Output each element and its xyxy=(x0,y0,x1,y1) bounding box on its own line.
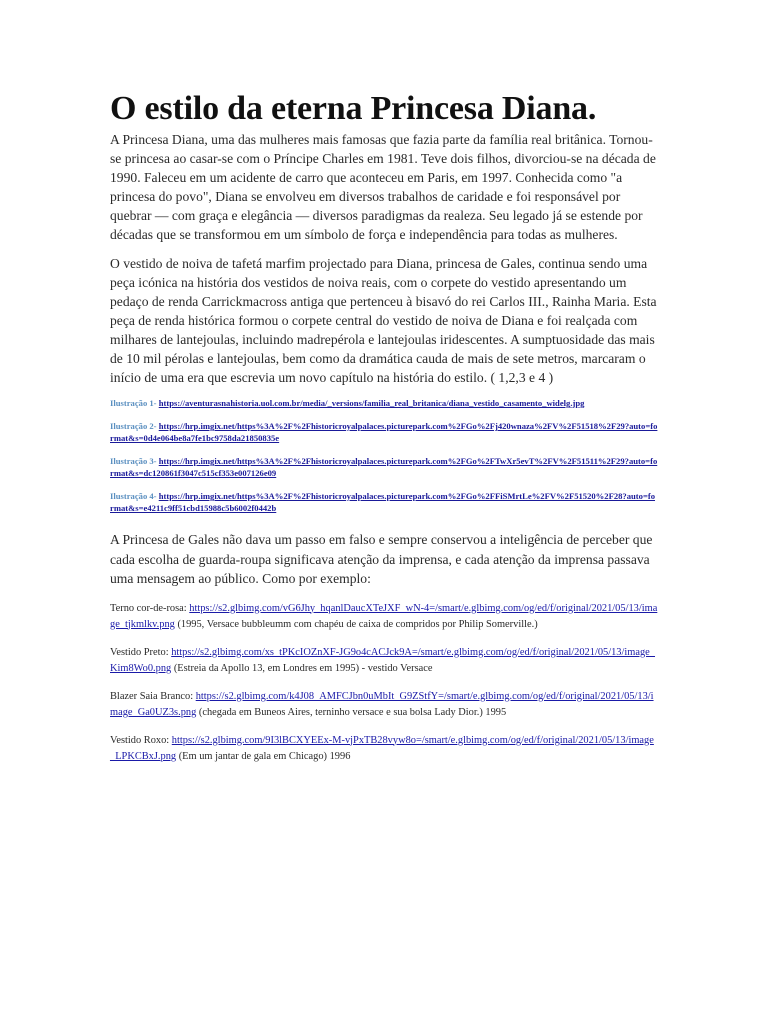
look-note: (Em um jantar de gala em Chicago) 1996 xyxy=(176,750,351,762)
look-note: (chegada em Buneos Aires, terninho versace e sua bolsa Lady Dior.) 1995 xyxy=(196,706,507,718)
look-item-blazer xyxy=(110,689,658,721)
illustration-link[interactable]: https://hrp.imgix.net/https%3A%2F%2Fhistoricroyalpalaces.picturepark.com%2FGo%2FFiSMrtLe%2FV%2F51520%2F28?auto=format&s=e4211c9ff51cbd15988c5b6002f0442b xyxy=(110,491,656,513)
page-title: O estilo da eterna Princesa Diana. xyxy=(110,90,597,127)
illustration-label: Ilustração 2- xyxy=(110,421,157,431)
illustration-label: Ilustração 3- xyxy=(110,456,157,466)
look-link[interactable]: https://s2.glbimg.com/9I3lBCXYEEx-M-vjPxTB28vyw8o=/smart/e.glbimg.com/og/ed/f/original/2021/05/13/image_LPKCBxJ.png xyxy=(110,734,654,762)
look-label: Vestido Roxo: xyxy=(110,734,172,746)
look-link[interactable]: https://s2.glbimg.com/vG6Jhy_hqanlDaucXTeJXF_wN-4=/smart/e.glbimg.com/og/ed/f/original/2021/05/13/image_tjkmlkv.png xyxy=(110,602,658,630)
look-link[interactable]: https://s2.glbimg.com/xs_tPKcIOZnXF-JG9o4cACJck9A=/smart/e.glbimg.com/og/ed/f/original/2021/05/13/image_Kim8Wo0.png xyxy=(110,646,655,674)
look-label: Terno cor-de-rosa: xyxy=(110,602,190,614)
look-note: (1995, Versace bubbleumm com chapéu de caixa de compridos por Philip Somerville.) xyxy=(174,618,538,630)
illustration-link[interactable]: https://hrp.imgix.net/https%3A%2F%2Fhistoricroyalpalaces.picturepark.com%2FGo%2Fj420wnaza%2FV%2F51518%2F29?auto=format&s=0d4e064be8a7fe1bc9758da21850835e xyxy=(110,421,658,443)
illustration-item xyxy=(110,490,658,514)
document-page xyxy=(110,88,658,777)
illustration-link[interactable]: https://aventurasnahistoria.uol.com.br/media/_versions/familia_real_britanica/diana_vestido_casamento_widelg.jpg xyxy=(158,398,585,408)
look-label: Blazer Saia Branco: xyxy=(110,690,196,702)
illustration-item xyxy=(110,397,658,409)
illustration-item xyxy=(110,455,658,479)
look-item-terno xyxy=(110,601,658,633)
gales-paragraph: A Princesa de Gales não dava um passo em falso e sempre conservou a inteligência de perceber que cada escolha de guarda-roupa significava atenção da imprensa, e cada atenção da imprensa passava uma mensagem ao público. Como por exemplo: xyxy=(110,532,653,586)
look-link[interactable]: https://s2.glbimg.com/k4J08_AMFCJbn0uMbIt_G9ZStfY=/smart/e.glbimg.com/og/ed/f/original/2021/05/13/image_Ga0UZ3s.png xyxy=(110,690,654,718)
look-item-vestido-roxo xyxy=(110,733,658,765)
look-note: (Estreia da Apollo 13, em Londres em 1995) - vestido Versace xyxy=(171,662,433,674)
illustration-link[interactable]: https://hrp.imgix.net/https%3A%2F%2Fhistoricroyalpalaces.picturepark.com%2FGo%2FTwXr5evT%2FV%2F51511%2F29?auto=format&s=dc120861f3047c515cf353e007126e09 xyxy=(110,456,658,478)
illustration-item xyxy=(110,420,658,444)
intro-paragraph: A Princesa Diana, uma das mulheres mais famosas que fazia parte da família real britânica. Tornou-se princesa ao casar-se com o Príncipe Charles em 1981. Teve dois filhos, divorciou-se na década de 1990. Faleceu em um acidente de carro que aconteceu em Paris, em 1997. Conhecida como "a princesa do povo", Diana se envolveu em diversos trabalhos de caridade e foi responsável por quebrar — com graça e elegância — diversos paradigmas da realeza. Seu legado já se estende por décadas que se transformou em um símbolo de força e independência para todas as mulheres. xyxy=(110,132,656,242)
wedding-dress-paragraph: O vestido de noiva de tafetá marfim projectado para Diana, princesa de Gales, continua sendo uma peça icónica na história dos vestidos de noiva reais, com o corpete do vestido apresentando um pedaço de renda Carrickmacross antiga que pertenceu à bisavó do rei Carlos III., Rainha Maria. Esta peça de renda histórica formou o corpete central do vestido de noiva de Diana e foi realçada com milhares de lantejoulas, incluindo madrepérola e lantejoulas iridescentes. A sumptuosidade das mais de 10 mil pérolas e lantejoulas, bem como da dramática cauda de mais de sete metros, marcaram o início de uma era que escrevia um novo capítulo na história do estilo. ( 1,2,3 e 4 ) xyxy=(110,256,657,385)
illustration-list xyxy=(110,397,658,514)
illustration-label: Ilustração 4- xyxy=(110,491,157,501)
illustration-label: Ilustração 1- xyxy=(110,398,157,408)
look-label: Vestido Preto: xyxy=(110,646,172,658)
look-item-vestido-preto xyxy=(110,645,658,677)
